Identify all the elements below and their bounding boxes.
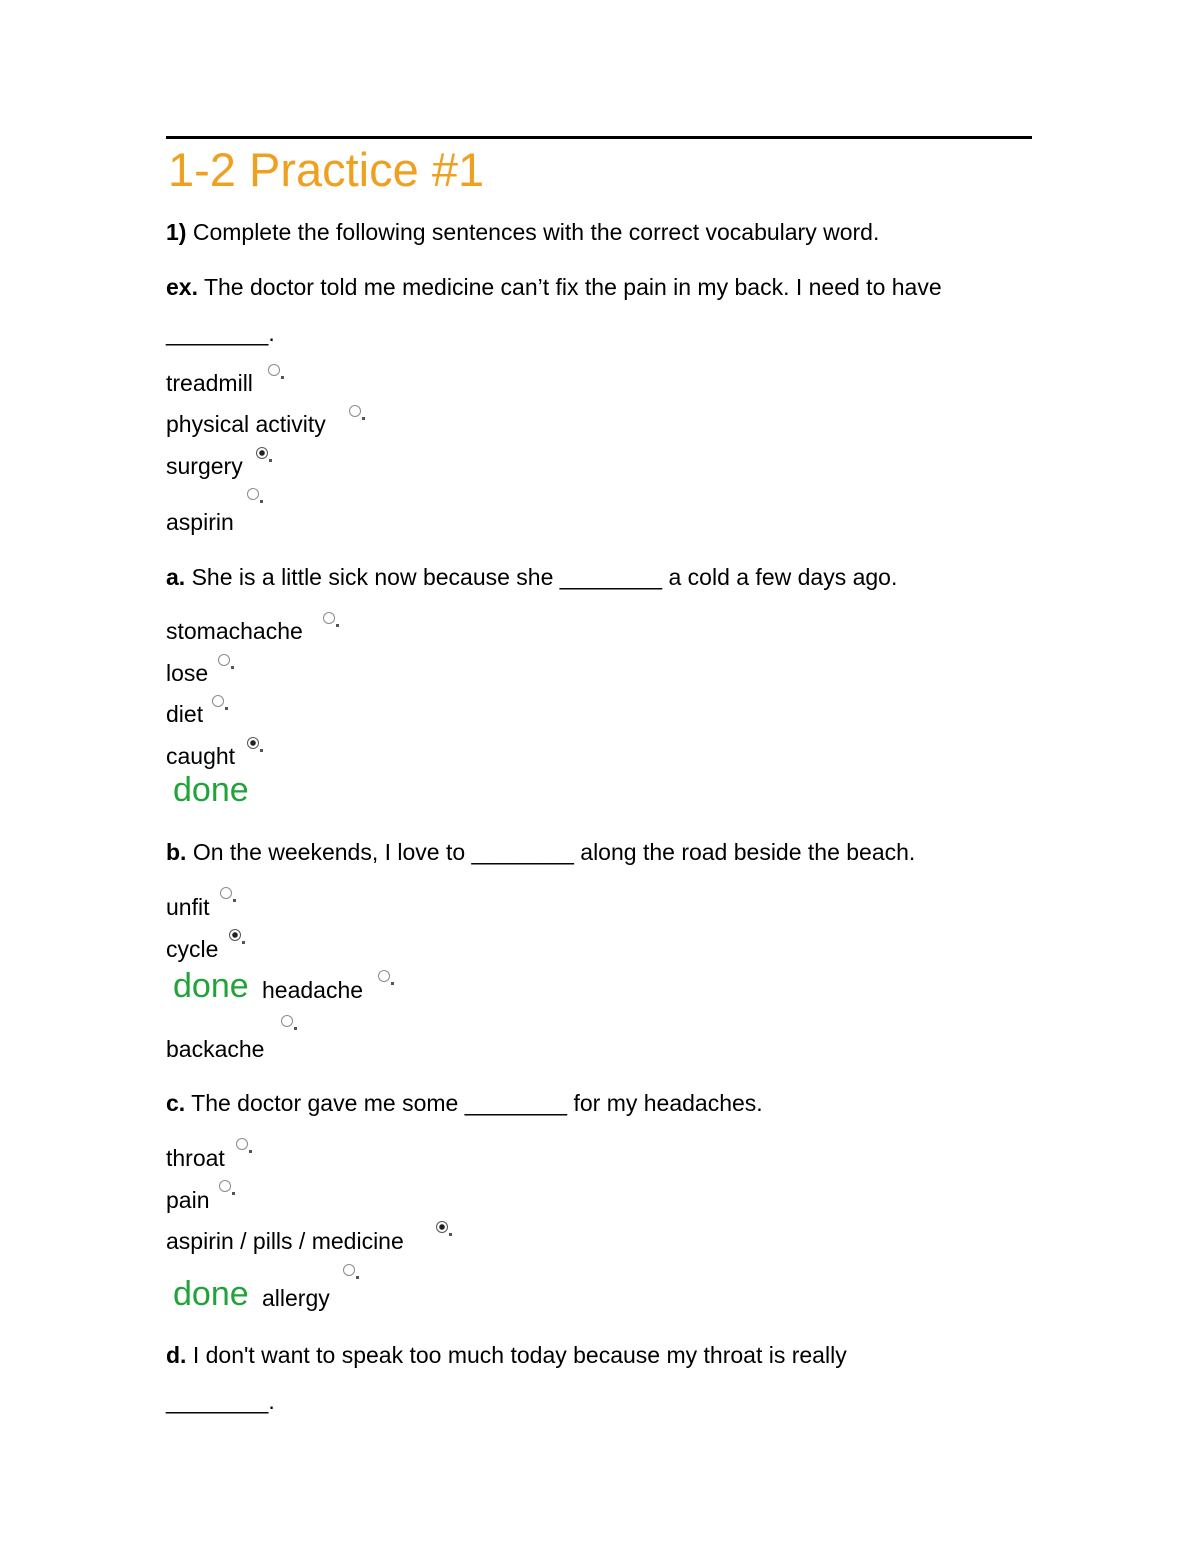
question-ex (166, 272, 942, 302)
option-b-1[interactable]: unfit (166, 894, 210, 920)
question-d-label: d. (166, 1342, 187, 1368)
question-d (166, 1340, 847, 1370)
instruction-text: Complete the following sentences with the correct vocabulary word. (186, 219, 880, 245)
radio-selected-icon[interactable] (436, 1221, 448, 1233)
done-mark: done (173, 771, 249, 809)
option-b-2[interactable]: cycle (166, 936, 219, 962)
option-a-4[interactable]: caught (166, 743, 236, 769)
instruction (166, 217, 879, 247)
option-c-3[interactable]: aspirin / pills / medicine (166, 1228, 404, 1254)
option-a-1[interactable]: stomachache (166, 618, 303, 644)
option-c-2[interactable]: pain (166, 1187, 210, 1213)
radio-selected-icon[interactable] (229, 929, 241, 941)
option-ex-3[interactable]: surgery (166, 453, 243, 479)
option-a-3[interactable]: diet (166, 701, 204, 727)
question-c (166, 1088, 763, 1118)
question-ex-label: ex. (166, 274, 198, 300)
question-ex-text: The doctor told me medicine can’t fix the pain in my back. I need to have (197, 274, 942, 300)
question-b-text: On the weekends, I love to ________ along the road beside the beach. (186, 839, 916, 865)
option-ex-2[interactable]: physical activity (166, 411, 326, 437)
question-d-text: I don't want to speak too much today because my throat is really (186, 1342, 847, 1368)
radio-icon[interactable] (220, 887, 232, 899)
option-ex-1[interactable]: treadmill (166, 370, 253, 396)
question-a (166, 562, 897, 592)
radio-icon[interactable] (343, 1264, 355, 1276)
option-c-1[interactable]: throat (166, 1145, 225, 1171)
radio-selected-icon[interactable] (256, 447, 268, 459)
page-title: 1-2 Practice #1 (168, 143, 485, 196)
option-b-3[interactable]: headache (262, 977, 364, 1003)
radio-icon[interactable] (349, 405, 361, 417)
question-a-label: a. (166, 564, 186, 590)
top-rule (166, 136, 1032, 139)
radio-selected-icon[interactable] (247, 737, 259, 749)
radio-icon[interactable] (268, 364, 280, 376)
option-ex-4[interactable]: aspirin (166, 509, 234, 535)
question-d-blank: ________. (166, 1388, 275, 1414)
radio-icon[interactable] (281, 1015, 293, 1027)
radio-icon[interactable] (218, 654, 230, 666)
question-a-text: She is a little sick now because she ________ a cold a few days ago. (185, 564, 898, 590)
instruction-number: 1) (166, 219, 187, 245)
radio-icon[interactable] (323, 612, 335, 624)
radio-icon[interactable] (212, 695, 224, 707)
radio-icon[interactable] (247, 488, 259, 500)
done-mark: done (173, 1275, 249, 1313)
radio-icon[interactable] (219, 1180, 231, 1192)
question-c-text: The doctor gave me some ________ for my headaches. (185, 1090, 763, 1116)
radio-icon[interactable] (378, 970, 390, 982)
option-b-4[interactable]: backache (166, 1036, 265, 1062)
radio-icon[interactable] (236, 1138, 248, 1150)
question-b-label: b. (166, 839, 187, 865)
question-c-label: c. (166, 1090, 186, 1116)
option-a-2[interactable]: lose (166, 660, 209, 686)
option-c-4[interactable]: allergy (262, 1285, 330, 1311)
question-ex-blank: ________. (166, 320, 275, 346)
done-mark: done (173, 967, 249, 1005)
question-b (166, 837, 915, 867)
